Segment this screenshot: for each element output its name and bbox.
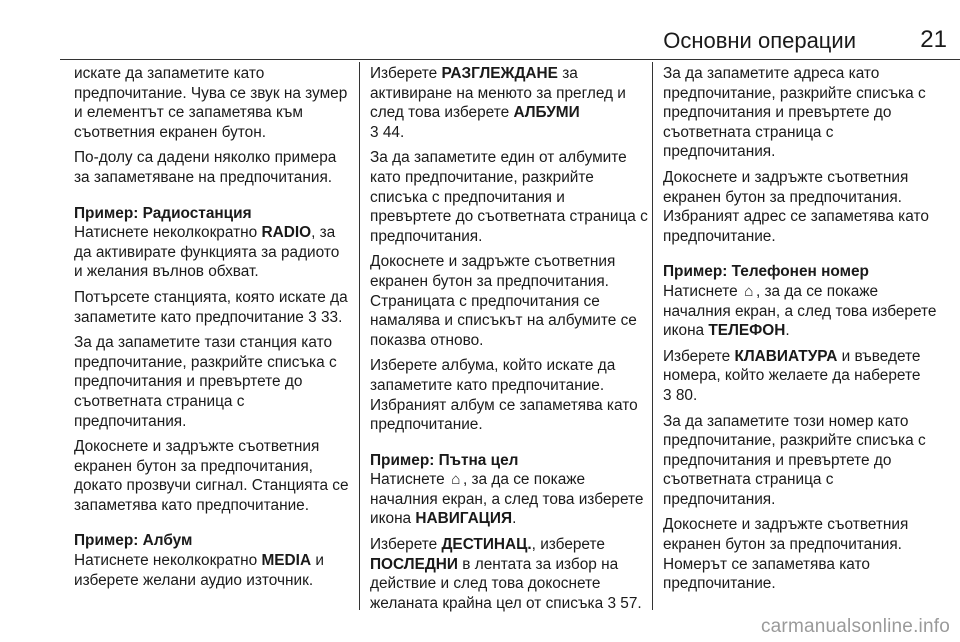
text: , за да активирате функцията за радиото и желания вълнов обхват. — [74, 224, 340, 281]
paragraph-intro: искате да запаметите като предпочитание. Чува се звук на зумер и елементът се запаметява към съответния екранен бутон. — [74, 65, 348, 141]
key-phone: ТЕЛЕФОН — [708, 322, 786, 340]
page-reference — [607, 595, 641, 612]
text: Натиснете неколкократно — [74, 552, 262, 570]
header-rule — [60, 59, 960, 60]
text: и въведете номера, който желаете да наберете — [663, 347, 921, 385]
paragraph-hold-address: Докоснете и задръжте съответния екранен бутон за предпочитания. Избраният адрес се запаметява като предпочитание. — [663, 168, 929, 245]
text: . — [692, 386, 698, 404]
paragraph-hold-album: Докоснете и задръжте съответния екранен бутон за предпочитания. Страницата с предпочитания се намалява и списъкът на албумите се показва отново. — [370, 253, 637, 349]
example-phone — [663, 262, 941, 340]
text: Изберете — [370, 65, 442, 82]
home-icon: ⌂ — [744, 282, 754, 300]
page-number: 21 — [920, 26, 947, 53]
key-media: MEDIA — [261, 552, 312, 570]
paragraph-save-album: За да запаметите един от албумите като предпочитание, разкрийте списъка с предпочитания и превъртете до съответната страница с предпочитания. — [370, 149, 648, 245]
page-header — [60, 0, 960, 60]
ref-number: 44 — [382, 123, 400, 141]
heading-phone: Пример: Телефонен номер — [663, 263, 869, 281]
home-icon: ⌂ — [451, 471, 461, 489]
example-radio — [74, 204, 352, 282]
ref-arrow-icon: 3 — [370, 123, 379, 141]
paragraph-select-album: Изберете албума, който искате да запаметите като предпочитание. Избраният албум се запаметява като предпочитание. — [370, 357, 638, 434]
text: . — [785, 322, 790, 340]
text: , изберете — [531, 536, 605, 554]
ref-arrow-icon: 3 — [607, 594, 617, 612]
text: Изберете — [370, 536, 442, 554]
paragraph-search-station — [74, 288, 352, 327]
ref-arrow-icon: 3 — [308, 308, 317, 326]
text: , за да се покаже началния екран, а след това изберете икона — [663, 282, 937, 340]
text: . — [338, 308, 343, 326]
ref-number: 57 — [620, 594, 638, 612]
paragraph-hold-station: Докоснете и задръжте съответния екранен бутон за предпочитания, докато прозвучи сигнал. Станцията се запаметява като предпочитание. — [74, 438, 349, 514]
paragraph-save-address: За да запаметите адреса като предпочитание, разкрийте списъка с предпочитания и превъртете до съответната страница с предпочитания. — [663, 65, 926, 161]
watermark: carmanualsonline.info — [760, 616, 950, 637]
text: Натиснете — [370, 471, 449, 489]
ref-number: 33 — [320, 308, 339, 326]
text: , за да се покаже началния екран, а след това изберете икона — [370, 471, 644, 528]
key-navigation: НАВИГАЦИЯ — [415, 510, 513, 528]
page-reference — [308, 309, 342, 326]
text: . — [637, 594, 642, 612]
column-divider-2 — [652, 62, 653, 610]
paragraph-examples: По-долу са дадени няколко примера за запаметяване на предпочитания. — [74, 149, 337, 186]
text: в лентата за избор на действие и след това докоснете желаната крайна цел от списъка — [370, 555, 619, 612]
example-album — [74, 531, 352, 590]
text: Натиснете — [663, 282, 742, 300]
text: Натиснете неколкократно — [74, 224, 262, 242]
heading-route: Пример: Пътна цел — [370, 451, 519, 469]
paragraph-destination — [370, 535, 648, 613]
column-1 — [74, 64, 352, 596]
ref-arrow-icon: 3 — [663, 386, 672, 404]
text: . — [399, 123, 405, 141]
column-2 — [370, 64, 648, 619]
column-divider-1 — [359, 62, 360, 610]
paragraph-keyboard — [663, 347, 941, 406]
text: Потърсете станцията, която искате да запаметите като предпочитание — [74, 288, 348, 326]
key-destination: ДЕСТИНАЦ. — [441, 536, 532, 554]
key-recent: ПОСЛЕДНИ — [370, 555, 458, 573]
text: . — [512, 510, 517, 528]
paragraph-browse — [370, 64, 648, 142]
key-radio: RADIO — [261, 224, 312, 242]
paragraph-save-station: За да запаметите тази станция като предпочитание, разкрийте списъка с предпочитания и превъртете до съответната страница с предпочитания. — [74, 334, 337, 430]
paragraph-hold-number: Докоснете и задръжте съответния екранен бутон за предпочитания. Номерът се запаметява като предпочитание. — [663, 516, 909, 593]
page-reference — [370, 124, 404, 141]
section-title: Основни операции — [663, 28, 856, 53]
paragraph-save-number: За да запаметите този номер като предпочитание, разкрийте списъка с предпочитания и превъртете до съответната страница с предпочитания. — [663, 412, 926, 508]
key-albums: АЛБУМИ — [513, 104, 580, 122]
text: за активиране на менюто за преглед и след това изберете — [370, 65, 626, 122]
ref-number: 80 — [675, 386, 693, 404]
page-reference — [663, 387, 697, 404]
text: и изберете желани аудио източник. — [74, 552, 324, 589]
heading-album: Пример: Албум — [74, 532, 193, 550]
heading-radio: Пример: Радиостанция — [74, 204, 252, 222]
key-keyboard: КЛАВИАТУРА — [734, 347, 838, 365]
column-3 — [663, 64, 941, 600]
text: Изберете — [663, 347, 735, 365]
example-route — [370, 451, 648, 529]
key-browse: РАЗГЛЕЖДАНЕ — [441, 65, 558, 82]
